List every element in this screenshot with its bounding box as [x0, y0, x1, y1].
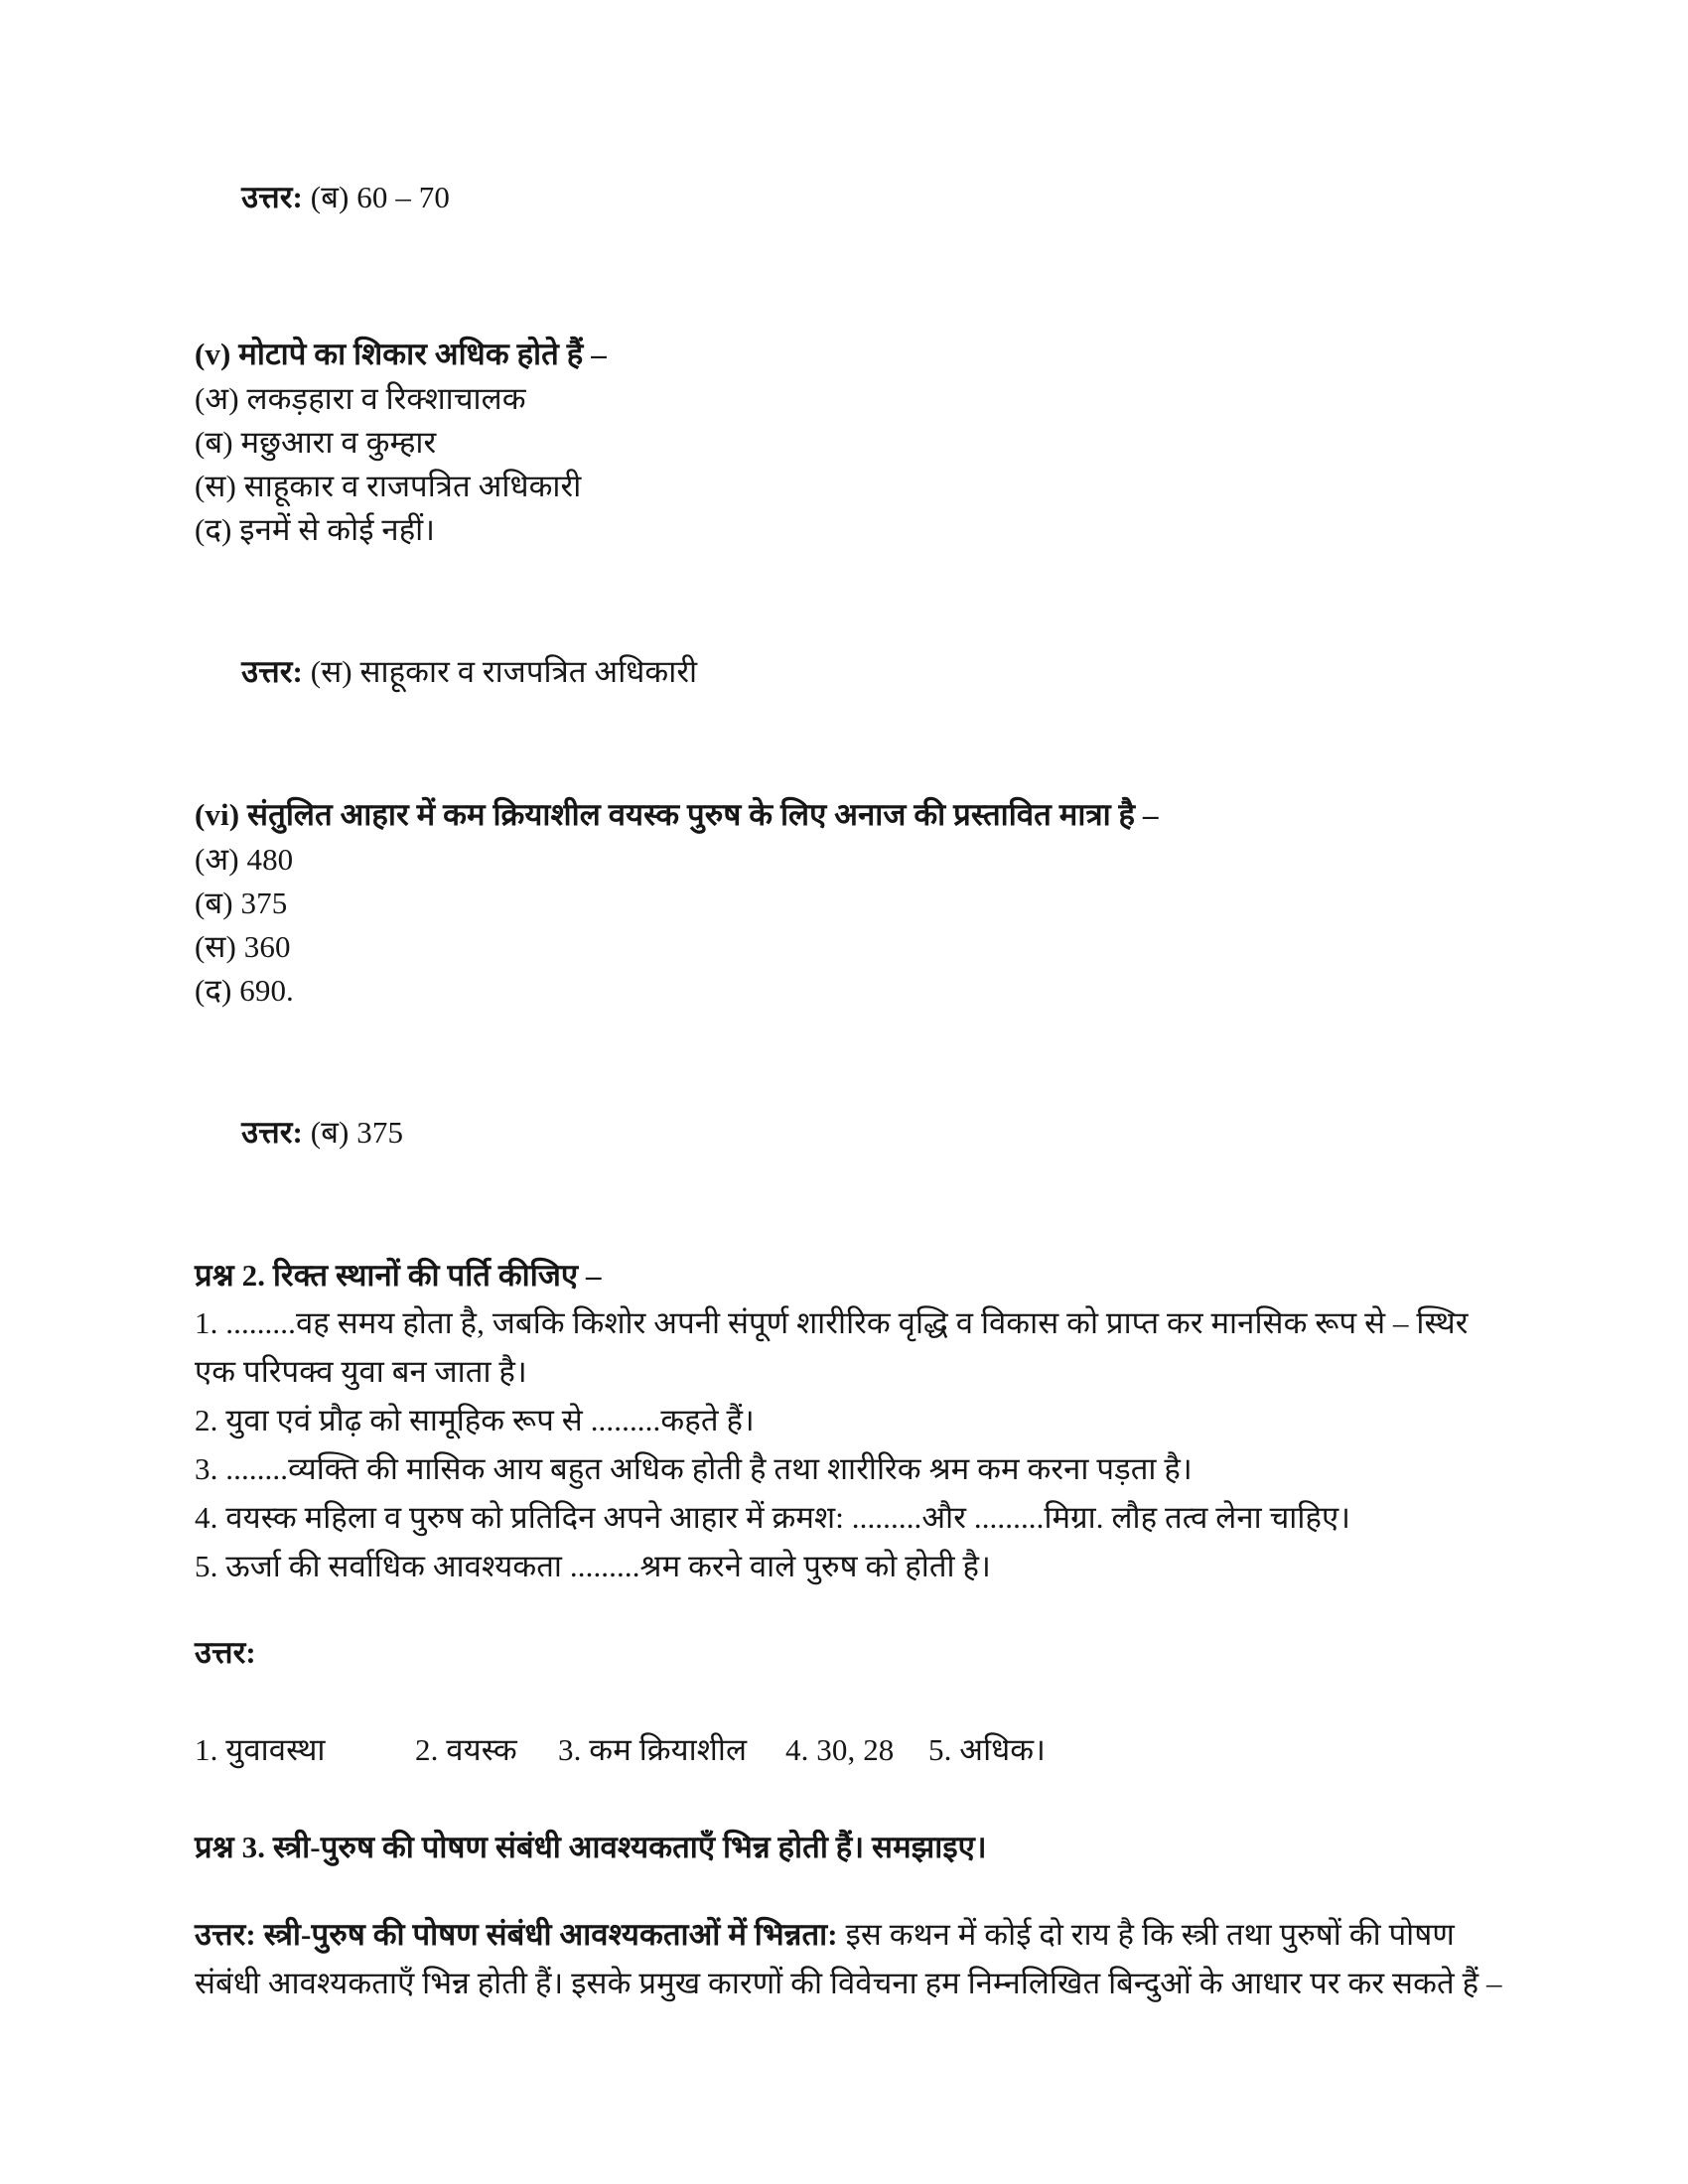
question-v-option-c: (स) साहूकार व राजपत्रित अधिकारी: [195, 469, 582, 503]
answer-v-line: [195, 604, 1515, 741]
question-3-answer-body: इस कथन में कोई दो राय है कि स्त्री तथा पुरुषों की पोषण संबंधी आवश्यकताएँ भिन्न होती हैं। इसके प्रमुख कारणों की विवेचना हम निम्नलिखित बिन्दुओं के आधार पर कर सकते हैं –: [195, 1917, 1502, 2000]
question-vi-option-c: (स) 360: [195, 929, 291, 964]
spacer: [195, 1773, 1515, 1825]
question-2-item-4: 4. वयस्क महिला व पुरुष को प्रतिदिन अपने आहार में क्रमश: .........और .........मिग्रा. लौह तत्व लेना चाहिए।: [195, 1500, 1351, 1535]
question-v-options: [195, 377, 1515, 552]
question-2-answer-2: 2. वयस्क: [415, 1732, 517, 1767]
spacer: [195, 1013, 1515, 1064]
question-3-answer-label: उत्तर: स्त्री-पुरुष की पोषण संबंधी आवश्यकताओं में भिन्नता:: [195, 1917, 838, 1952]
question-2-answers-row: [195, 1727, 1515, 1773]
question-vi-option-a: (अ) 480: [195, 842, 294, 877]
spacer: [195, 741, 1515, 792]
answer-iv-label: उत्तर:: [241, 180, 303, 214]
spacer: [195, 552, 1515, 604]
question-2-answer-label: उत्तर:: [195, 1635, 256, 1670]
answer-iv-value-spacer: [303, 180, 311, 214]
question-2-answer-4: 4. 30, 28: [785, 1732, 895, 1767]
question-vi-options: [195, 838, 1515, 1013]
answer-vi-line: [195, 1064, 1515, 1201]
question-v-option-d: (द) इनमें से कोई नहीं।: [195, 512, 436, 547]
question-2-heading: प्रश्न 2. रिक्त स्थानों की पर्ति कीजिए –: [195, 1258, 602, 1293]
question-v-option-a: (अ) लकड़हारा व रिक्शाचालक: [195, 381, 526, 416]
question-vi-heading: (vi) संतुलित आहार में कम क्रियाशील वयस्क पुरुष के लिए अनाज की प्रस्तावित मात्रा है –: [195, 797, 1159, 832]
question-3-heading: प्रश्न 3. स्त्री-पुरुष की पोषण संबंधी आवश्यकताएँ भिन्न होती हैं। समझाइए।: [195, 1830, 987, 1864]
answer-vi-label: उत्तर:: [241, 1115, 303, 1150]
question-2-item-2: 2. युवा एवं प्रौढ़ को सामूहिक रूप से .........कहते हैं।: [195, 1403, 755, 1437]
question-v-option-b: (ब) मछुआरा व कुम्हार: [195, 425, 437, 460]
answer-v-spacer: [303, 654, 311, 689]
question-2-answer-5: 5. अधिक।: [928, 1732, 1047, 1767]
question-2-answer-1: 1. युवावस्था: [195, 1732, 326, 1767]
spacer: [195, 1590, 1515, 1630]
spacer: [195, 1201, 1515, 1253]
question-2-answer-3: 3. कम क्रियाशील: [558, 1732, 748, 1767]
document-content: [195, 129, 1515, 2007]
answer-iv-line: [195, 129, 1515, 266]
spacer: [195, 266, 1515, 332]
question-2-item-5: 5. ऊर्जा की सर्वाधिक आवश्यकता .........श्रम करने वाले पुरुष को होती है।: [195, 1549, 991, 1583]
question-3-answer: [195, 1910, 1515, 2007]
question-vi-option-d: (द) 690.: [195, 973, 294, 1008]
question-vi-option-b: (ब) 375: [195, 886, 288, 920]
question-2-item-1: 1. .........वह समय होता है, जबकि किशोर अपनी संपूर्ण शारीरिक वृद्धि व विकास को प्राप्त कर मानसिक रूप से – स्थिर एक परिपक्व युवा बन जाता है।: [195, 1305, 1469, 1389]
answer-v-value: (स) साहूकार व राजपत्रित अधिकारी: [310, 654, 698, 689]
spacer: [195, 1870, 1515, 1910]
answer-v-label: उत्तर:: [241, 654, 303, 689]
question-v-heading: (v) मोटापे का शिकार अधिक होते हैं –: [195, 337, 607, 371]
answer-vi-value: (ब) 375: [310, 1115, 404, 1150]
answer-iv-value: (ब) 60 – 70: [310, 180, 450, 214]
question-2-item-3: 3. ........व्यक्ति की मासिक आय बहुत अधिक होती है तथा शारीरिक श्रम कम करना पड़ता है।: [195, 1451, 1193, 1486]
answer-vi-spacer: [303, 1115, 311, 1150]
spacer: [195, 1676, 1515, 1727]
